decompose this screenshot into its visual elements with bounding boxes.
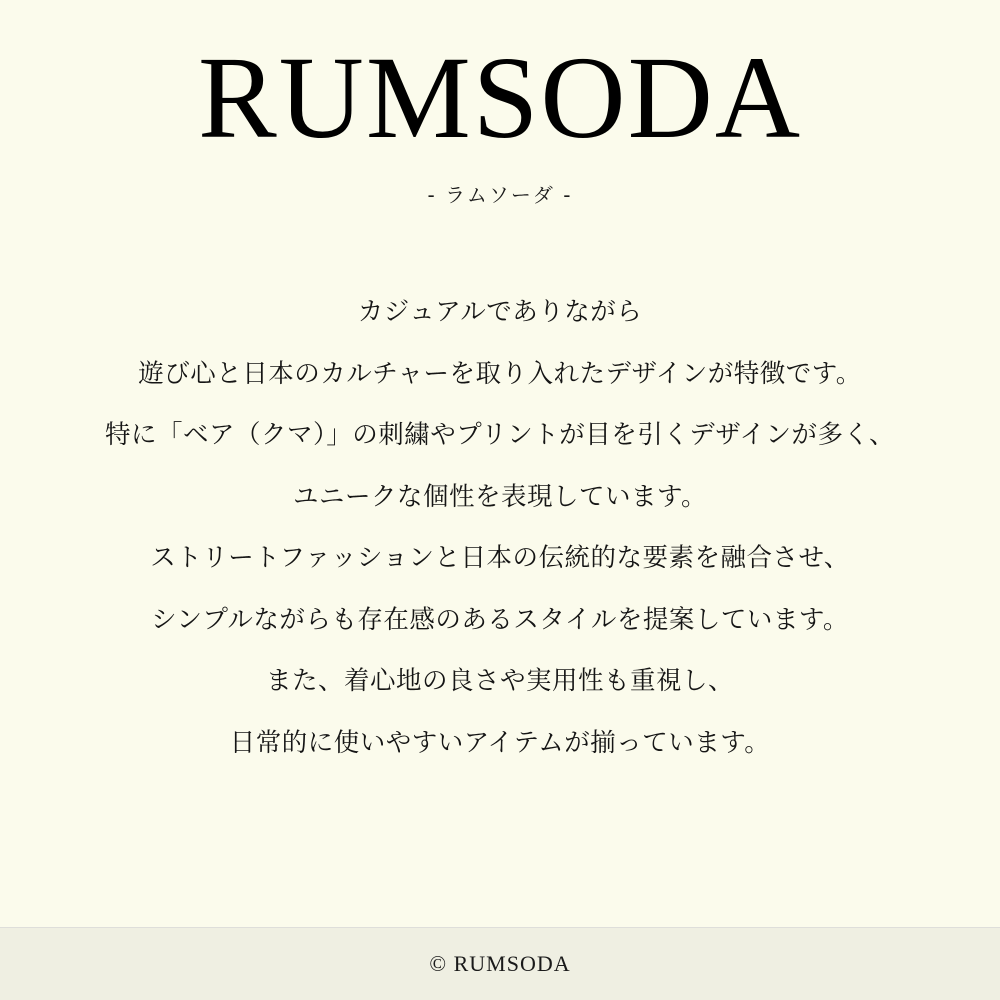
description-block [70, 297, 930, 758]
copyright-text: © RUMSODA [429, 951, 571, 976]
description-line: ストリートファッションと日本の伝統的な要素を融合させ、 [150, 543, 850, 574]
description-line: シンプルながらも存在感のあるスタイルを提案しています。 [151, 604, 849, 635]
description-line: カジュアルでありながら [357, 297, 643, 328]
footer-bar [0, 927, 1000, 1000]
brand-subtitle: - ラムソーダ - [427, 183, 573, 208]
description-line: 特に「ベア（クマ）」の刺繍やプリントが目を引くデザインが多く、 [105, 420, 895, 451]
page-title: RUMSODA [197, 32, 803, 163]
description-line: ユニークな個性を表現しています。 [293, 481, 707, 512]
description-line: 遊び心と日本のカルチャーを取り入れたデザインが特徴です。 [138, 358, 862, 389]
description-line: 日常的に使いやすいアイテムが揃っています。 [229, 727, 771, 758]
description-line: また、着心地の良さや実用性も重視し、 [265, 666, 734, 697]
